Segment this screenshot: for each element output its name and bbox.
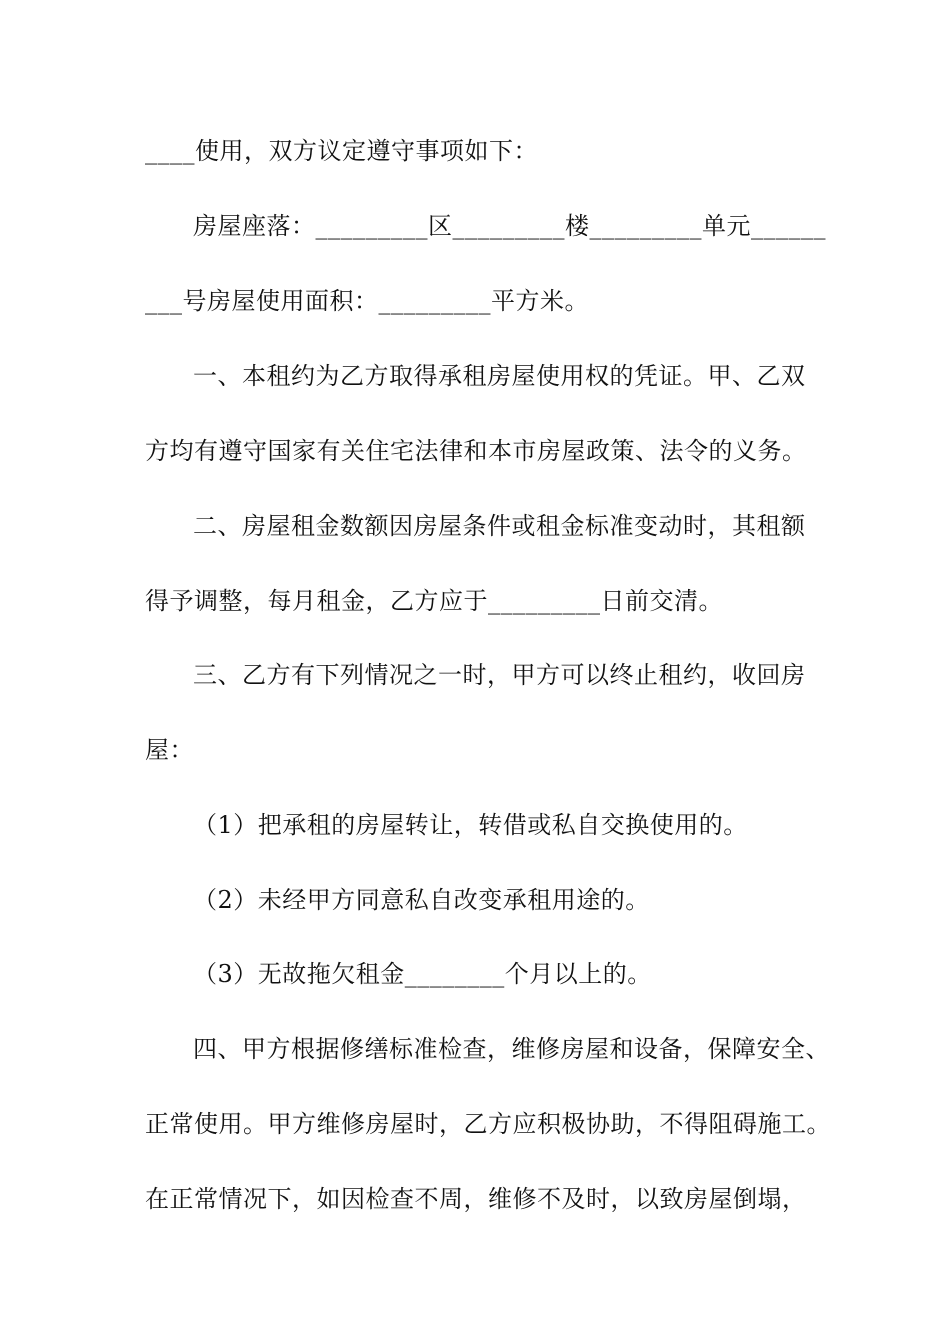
text-line-usage-agreement: ____使用，双方议定遵守事项如下： — [145, 137, 538, 165]
text-line-clause-two-start: 二、房屋租金数额因房屋条件或租金标准变动时，其租额 — [193, 512, 806, 540]
text-line-clause-four-middle: 正常使用。甲方维修房屋时，乙方应积极协助，不得阻碍施工。 — [145, 1110, 831, 1138]
text-line-item-two: （2）未经甲方同意私自改变承租用途的。 — [193, 886, 650, 914]
text-line-clause-one-start: 一、本租约为乙方取得承租房屋使用权的凭证。甲、乙双 — [193, 362, 806, 390]
text-line-house-area: ___号房屋使用面积：_________平方米。 — [145, 287, 589, 315]
text-line-house-location: 房屋座落：_________区_________楼_________单元______ — [193, 212, 826, 240]
text-line-clause-four-start: 四、甲方根据修缮标准检查，维修房屋和设备，保障安全、 — [193, 1035, 830, 1063]
text-line-clause-three-end: 屋： — [145, 736, 194, 764]
text-line-clause-four-end: 在正常情况下，如因检查不周，维修不及时，以致房屋倒塌， — [145, 1185, 807, 1213]
text-line-item-one: （1）把承租的房屋转让，转借或私自交换使用的。 — [193, 811, 748, 839]
text-line-clause-three-start: 三、乙方有下列情况之一时，甲方可以终止租约，收回房 — [193, 661, 806, 689]
text-line-item-three: （3）无故拖欠租金________个月以上的。 — [193, 960, 652, 988]
text-line-clause-one-end: 方均有遵守国家有关住宅法律和本市房屋政策、法令的义务。 — [145, 437, 807, 465]
text-line-clause-two-end: 得予调整，每月租金，乙方应于_________日前交清。 — [145, 587, 723, 615]
